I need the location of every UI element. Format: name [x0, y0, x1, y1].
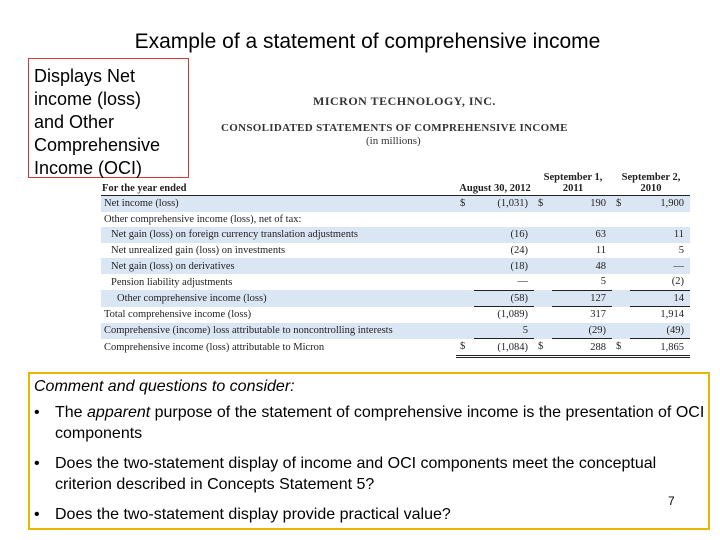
row-label: Comprehensive income (loss) attributable to Micron: [104, 342, 325, 354]
table-row: [101, 274, 690, 290]
list-item: [34, 504, 708, 525]
value-2010: 1,900: [630, 196, 690, 212]
currency-sign: $: [534, 196, 552, 212]
currency-sign: $: [534, 339, 552, 357]
value-2010: 1,865: [630, 339, 690, 357]
table-header-row: [101, 172, 690, 196]
row-label: Net unrealized gain (loss) on investments: [111, 245, 286, 257]
value-2011: 11: [595, 245, 607, 257]
currency-sign: $: [456, 196, 474, 212]
row-label: Pension liability adjustments: [111, 276, 233, 288]
value-2010: 5: [678, 245, 685, 257]
value-2010: (2): [630, 274, 690, 290]
table-row: [101, 243, 690, 259]
slide-title: Example of a statement of comprehensive income: [134, 30, 601, 53]
bullet-text: Does the two-statement display provide practical value?: [55, 506, 451, 523]
row-label: Net income (loss): [101, 196, 456, 212]
callout-line: Income (OCI): [34, 158, 143, 178]
bullet-text: Does the two-statement display of income and OCI components meet the conceptual criterion described in Concepts Statement 5?: [55, 455, 657, 493]
value-2011: 127: [552, 290, 612, 307]
value-2012: (16): [474, 227, 534, 243]
value-2010: 1,914: [660, 309, 685, 321]
callout-box: [28, 58, 189, 178]
question-list: [34, 402, 708, 525]
bullet-text-emphasis: apparent: [87, 404, 151, 421]
company-name: MICRON TECHNOLOGY, INC.: [313, 94, 496, 108]
bullet-icon: •: [34, 404, 40, 421]
table-row: [101, 290, 690, 307]
value-2012: (1,089): [497, 309, 529, 321]
table-row: [101, 258, 690, 274]
column-header-2010: September 2, 2010: [612, 172, 690, 196]
table-row: [101, 323, 690, 339]
list-item: [34, 402, 708, 444]
value-2010: —: [630, 258, 690, 274]
currency-sign: $: [612, 339, 630, 357]
bullet-icon: •: [34, 506, 40, 523]
row-label: Total comprehensive income (loss): [104, 309, 252, 321]
callout-line: income (loss): [34, 89, 142, 109]
value-2011: 317: [590, 309, 607, 321]
value-2010: (49): [630, 323, 690, 339]
value-2012: (1,084): [474, 339, 534, 357]
table-row: [101, 227, 690, 243]
statement-units: (in millions): [366, 135, 421, 147]
value-2012: (18): [474, 258, 534, 274]
value-2011: 190: [552, 196, 612, 212]
callout-line: Displays Net: [34, 66, 136, 86]
bullet-text-pre: The: [55, 404, 88, 421]
value-2011: 63: [552, 227, 612, 243]
callout-line: and Other: [34, 112, 115, 132]
financial-statement-table: [101, 172, 690, 358]
currency-sign: $: [612, 196, 630, 212]
bullet-text-post: purpose of the statement of comprehensive income is the presentation of OCI components: [55, 404, 705, 442]
comment-heading: Comment and questions to consider:: [34, 378, 295, 395]
value-2011: 288: [552, 339, 612, 357]
value-2011: 48: [552, 258, 612, 274]
value-2011: (29): [552, 323, 612, 339]
currency-sign: $: [456, 339, 474, 357]
row-label: Comprehensive (income) loss attributable to noncontrolling interests: [101, 323, 456, 339]
header-label: For the year ended: [101, 172, 456, 196]
table-row: [101, 212, 690, 228]
table-row: [101, 196, 690, 212]
value-2010: 11: [630, 227, 690, 243]
column-header-2012: August 30, 2012: [456, 172, 534, 196]
bullet-icon: •: [34, 455, 40, 472]
value-2012: —: [474, 274, 534, 290]
value-2012: 5: [474, 323, 534, 339]
row-label: Other comprehensive income (loss), net of tax:: [104, 213, 302, 225]
column-header-2011: September 1, 2011: [534, 172, 612, 196]
value-2010: 14: [630, 290, 690, 307]
comment-box: [28, 372, 710, 530]
statement-title: CONSOLIDATED STATEMENTS OF COMPREHENSIVE INCOME: [221, 122, 568, 134]
table-row: [101, 307, 690, 323]
row-label: Net gain (loss) on foreign currency translation adjustments: [101, 227, 456, 243]
value-2012: (24): [510, 245, 529, 257]
table-row: [101, 339, 690, 357]
list-item: [34, 453, 708, 495]
value-2012: (58): [474, 290, 534, 307]
callout-line: Comprehensive: [34, 135, 161, 155]
page-number: 7: [668, 494, 675, 508]
value-2011: 5: [552, 274, 612, 290]
row-label: Other comprehensive income (loss): [101, 290, 456, 307]
value-2012: (1,031): [474, 196, 534, 212]
row-label: Net gain (loss) on derivatives: [101, 258, 456, 274]
